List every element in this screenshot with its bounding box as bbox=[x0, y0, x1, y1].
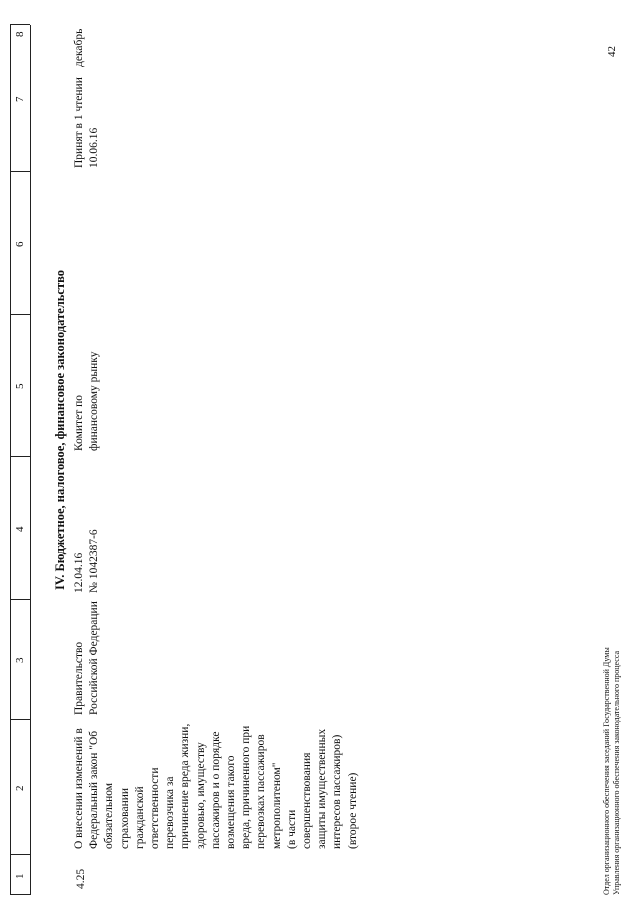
column-divider bbox=[10, 599, 30, 600]
bill-title-line: перевозках пассажиров bbox=[255, 734, 268, 849]
bill-title-line: (второе чтение) bbox=[346, 772, 359, 849]
column-number-4: 4 bbox=[14, 526, 26, 532]
initiator-line: Российской Федерации bbox=[88, 601, 101, 715]
page-number: 42 bbox=[606, 46, 618, 57]
footer-line: Управления организационного обеспечения законодательного процесса bbox=[612, 650, 621, 895]
bill-title-line: (в части bbox=[285, 809, 298, 849]
footer-line: Отдел организационного обеспечения заседаний Государственной Думы bbox=[602, 647, 611, 895]
column-number-6: 6 bbox=[14, 241, 26, 247]
column-number-7: 7 bbox=[14, 96, 26, 102]
column-divider bbox=[10, 854, 30, 855]
document-page bbox=[10, 10, 630, 895]
bill-title-line: обязательном bbox=[103, 782, 116, 849]
status-date: 10.06.16 bbox=[88, 127, 101, 168]
month: декабрь bbox=[73, 28, 85, 67]
column-divider bbox=[10, 894, 30, 895]
bill-title-line: страховании bbox=[118, 787, 131, 849]
initiator bbox=[72, 601, 102, 715]
bill-title-line: здоровью, имуществу bbox=[194, 742, 207, 849]
bill-title-line: О внесении изменений в bbox=[73, 728, 85, 849]
committee bbox=[72, 352, 102, 451]
status-text: Принят в 1 чтении bbox=[73, 77, 85, 168]
footer bbox=[602, 647, 622, 895]
column-number-1: 1 bbox=[14, 873, 26, 879]
bill-title-line: совершенствования bbox=[301, 752, 314, 849]
bill-title-line: защиты имущественных bbox=[316, 728, 329, 849]
bill-title-line: Федеральный закон "Об bbox=[88, 730, 101, 849]
column-divider bbox=[10, 719, 30, 720]
header-bottom-line bbox=[30, 25, 31, 895]
section-title: IV. Бюджетное, налоговое, финансовое законодательство bbox=[53, 269, 67, 591]
bill-title-line: пассажиров и о порядке bbox=[209, 731, 222, 849]
column-divider bbox=[10, 456, 30, 457]
bill-title-line: ответственности bbox=[149, 767, 162, 849]
registration-date: 12.04.16 bbox=[73, 552, 85, 593]
bill-title-line: гражданской bbox=[133, 786, 146, 849]
status bbox=[72, 77, 102, 168]
column-number-3: 3 bbox=[14, 657, 26, 663]
bill-title bbox=[72, 724, 361, 849]
initiator-line: Правительство bbox=[73, 641, 85, 715]
column-divider bbox=[10, 24, 30, 25]
bill-title-line: вреда, причиненного при bbox=[240, 725, 253, 849]
committee-line: финансовому рынку bbox=[88, 351, 101, 451]
registration bbox=[72, 529, 102, 593]
bill-title-line: интересов пассажиров) bbox=[331, 734, 344, 849]
row-number: 4.25 bbox=[75, 868, 87, 889]
bill-title-line: возмещения такого bbox=[225, 755, 238, 849]
column-divider bbox=[10, 314, 30, 315]
column-number-2: 2 bbox=[14, 785, 26, 791]
committee-line: Комитет по bbox=[73, 395, 85, 451]
column-divider bbox=[10, 171, 30, 172]
column-number-8: 8 bbox=[14, 31, 26, 37]
bill-title-line: причинение вреда жизни, bbox=[179, 723, 192, 849]
bill-number: № 1042387-6 bbox=[88, 529, 101, 593]
column-number-5: 5 bbox=[14, 383, 26, 389]
header-top-line bbox=[10, 25, 11, 895]
bill-title-line: перевозчика за bbox=[164, 776, 177, 849]
bill-title-line: метрополитеном" bbox=[270, 762, 283, 849]
